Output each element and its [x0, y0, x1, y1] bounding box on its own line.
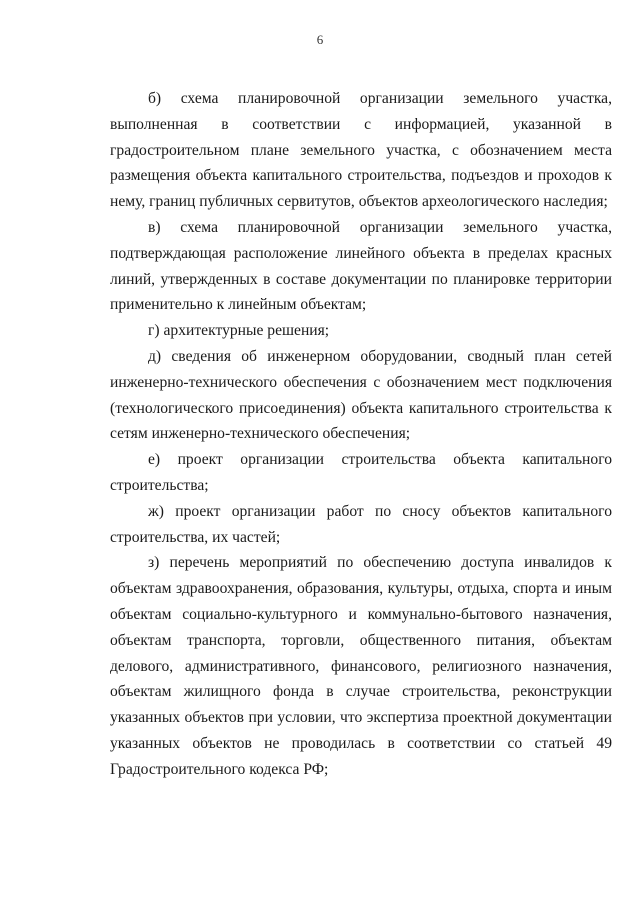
paragraph-b: б) схема планировочной организации земельного участка, выполненная в соответствии с информацией, указанной в градостроительном плане земельного участка, с обозначением места размещения объекта капитального строительства, подъездов и проходов к нему, границ публичных сервитутов, объектов археологического наследия; — [110, 90, 612, 211]
paragraph-z: з) перечень мероприятий по обеспечению доступа инвалидов к объектам здравоохранения, образования, культуры, отдыха, спорта и иным объектам социально-культурного и коммунально-бытового назначения, объектам транспорта, торговли, общественного питания, объектам делового, административного, финансового, религиозного назначения, объектам жилищного фонда в случае строительства, реконструкции указанных объектов при условии, что экспертиза проектной документации указанных объектов не проводилась в соответствии со статьей 49 Градостроительного кодекса РФ; — [110, 554, 612, 778]
document-body — [110, 86, 612, 783]
paragraph-d: д) сведения об инженерном оборудовании, сводный план сетей инженерно-технического обеспечения с обозначением мест подключения (технологического присоединения) объекта капитального строительства к сетям инженерно-технического обеспечения; — [110, 347, 612, 443]
paragraph-v: в) схема планировочной организации земельного участка, подтверждающая расположение линейного объекта в пределах красных линий, утвержденных в составе документации по планировке территории применительно к линейным объектам; — [110, 218, 612, 314]
paragraph-e: е) проект организации строительства объекта капитального строительства; — [110, 451, 612, 494]
paragraph-zh: ж) проект организации работ по сносу объектов капитального строительства, их частей; — [110, 502, 612, 546]
paragraph-g: г) архитектурные решения; — [148, 322, 330, 340]
page-number: 6 — [316, 32, 324, 47]
